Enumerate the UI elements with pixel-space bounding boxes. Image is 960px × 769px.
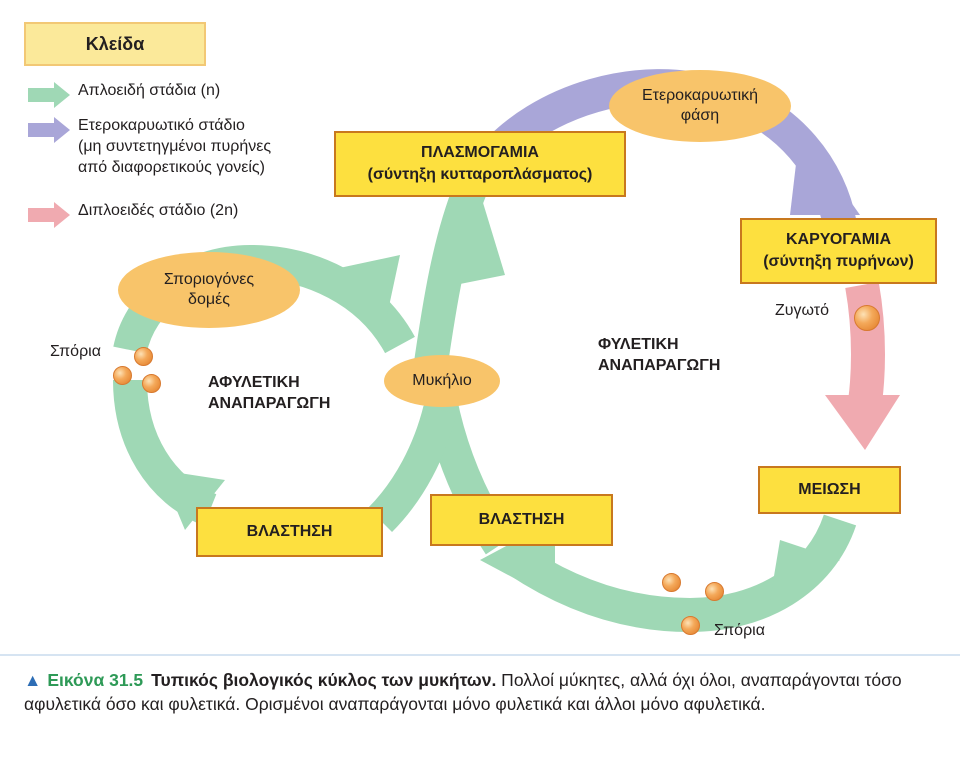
spore-left-3 — [142, 374, 161, 393]
mycelium-oval: Μυκήλιο — [384, 355, 500, 407]
legend-item-heterokaryotic — [28, 115, 271, 178]
germination-left-label: ΒΛΑΣΤΗΣΗ — [246, 523, 333, 540]
karyogamy-box — [740, 218, 937, 284]
diploid-arrow-icon — [28, 202, 70, 228]
karyogamy-subtitle: (σύντηξη πυρήνων) — [763, 253, 914, 270]
asexual-reproduction-label: ΑΦΥΛΕΤΙΚΗ ΑΝΑΠΑΡΑΓΩΓΗ — [208, 374, 331, 412]
germination-right-label: ΒΛΑΣΤΗΣΗ — [478, 511, 565, 528]
spore-left-1 — [134, 347, 153, 366]
karyogamy-title: ΚΑΡΥΟΓΑΜΙΑ — [785, 231, 892, 248]
sexual-reproduction-label: ΦΥΛΕΤΙΚΗ ΑΝΑΠΑΡΑΓΩΓΗ — [598, 336, 721, 374]
zygote-spore — [854, 305, 880, 331]
caption-divider — [0, 654, 960, 656]
heterokaryotic-arrow-icon — [28, 117, 70, 143]
plasmogamy-title: ΠΛΑΣΜΟΓΑΜΙΑ — [421, 144, 539, 161]
legend-text-heterokaryotic: Ετεροκαρυωτικό στάδιο (μη συντετηγμένοι πυρήνες από διαφορετικούς γονείς) — [78, 117, 272, 176]
caption-figure-number: Εικόνα 31.5 — [47, 670, 144, 690]
heterokaryotic-arrowhead — [790, 130, 860, 215]
caption-text: Πολλοί μύκητες, αλλά όχι όλοι, αναπαράγονται τόσο αφυλετικά όσο και φυλετικά. Ορισμένοι αναπαράγονται μόνο φυλετικά και άλλοι μόνο αφυλετικά. — [24, 670, 902, 714]
spore-bottom-1 — [662, 573, 681, 592]
legend-text-haploid: Απλοειδή στάδια (n) — [78, 82, 221, 99]
legend-title: Κλείδα — [24, 22, 206, 66]
caption-marker-icon: ▲ — [24, 670, 42, 690]
legend-text-diploid: Διπλοειδές στάδιο (2n) — [78, 202, 239, 219]
figure-caption — [24, 668, 939, 716]
germination-right-box — [430, 494, 613, 546]
diploid-arrowhead — [825, 395, 900, 450]
spore-bottom-2 — [705, 582, 724, 601]
spores-left-label: Σπόρια — [50, 343, 101, 360]
spores-bottom-label: Σπόρια — [714, 622, 765, 639]
legend-item-diploid — [28, 200, 238, 228]
caption-title: Τυπικός βιολογικός κύκλος των μυκήτων. — [151, 670, 497, 690]
haploid-arrow-icon — [28, 82, 70, 108]
spore-bottom-3 — [681, 616, 700, 635]
germination-left-box — [196, 507, 383, 557]
legend-item-haploid — [28, 80, 220, 108]
heterokaryotic-phase-oval: Ετεροκαρυωτική φάση — [609, 70, 791, 142]
zygote-label: Ζυγωτό — [775, 302, 830, 319]
meiosis-box — [758, 466, 901, 514]
plasmogamy-subtitle: (σύντηξη κυτταροπλάσματος) — [367, 166, 593, 183]
spore-left-2 — [113, 366, 132, 385]
meiosis-label: ΜΕΙΩΣΗ — [798, 481, 861, 498]
sporangia-oval: Σποριογόνες δομές — [118, 252, 300, 328]
plasmogamy-box — [334, 131, 626, 197]
